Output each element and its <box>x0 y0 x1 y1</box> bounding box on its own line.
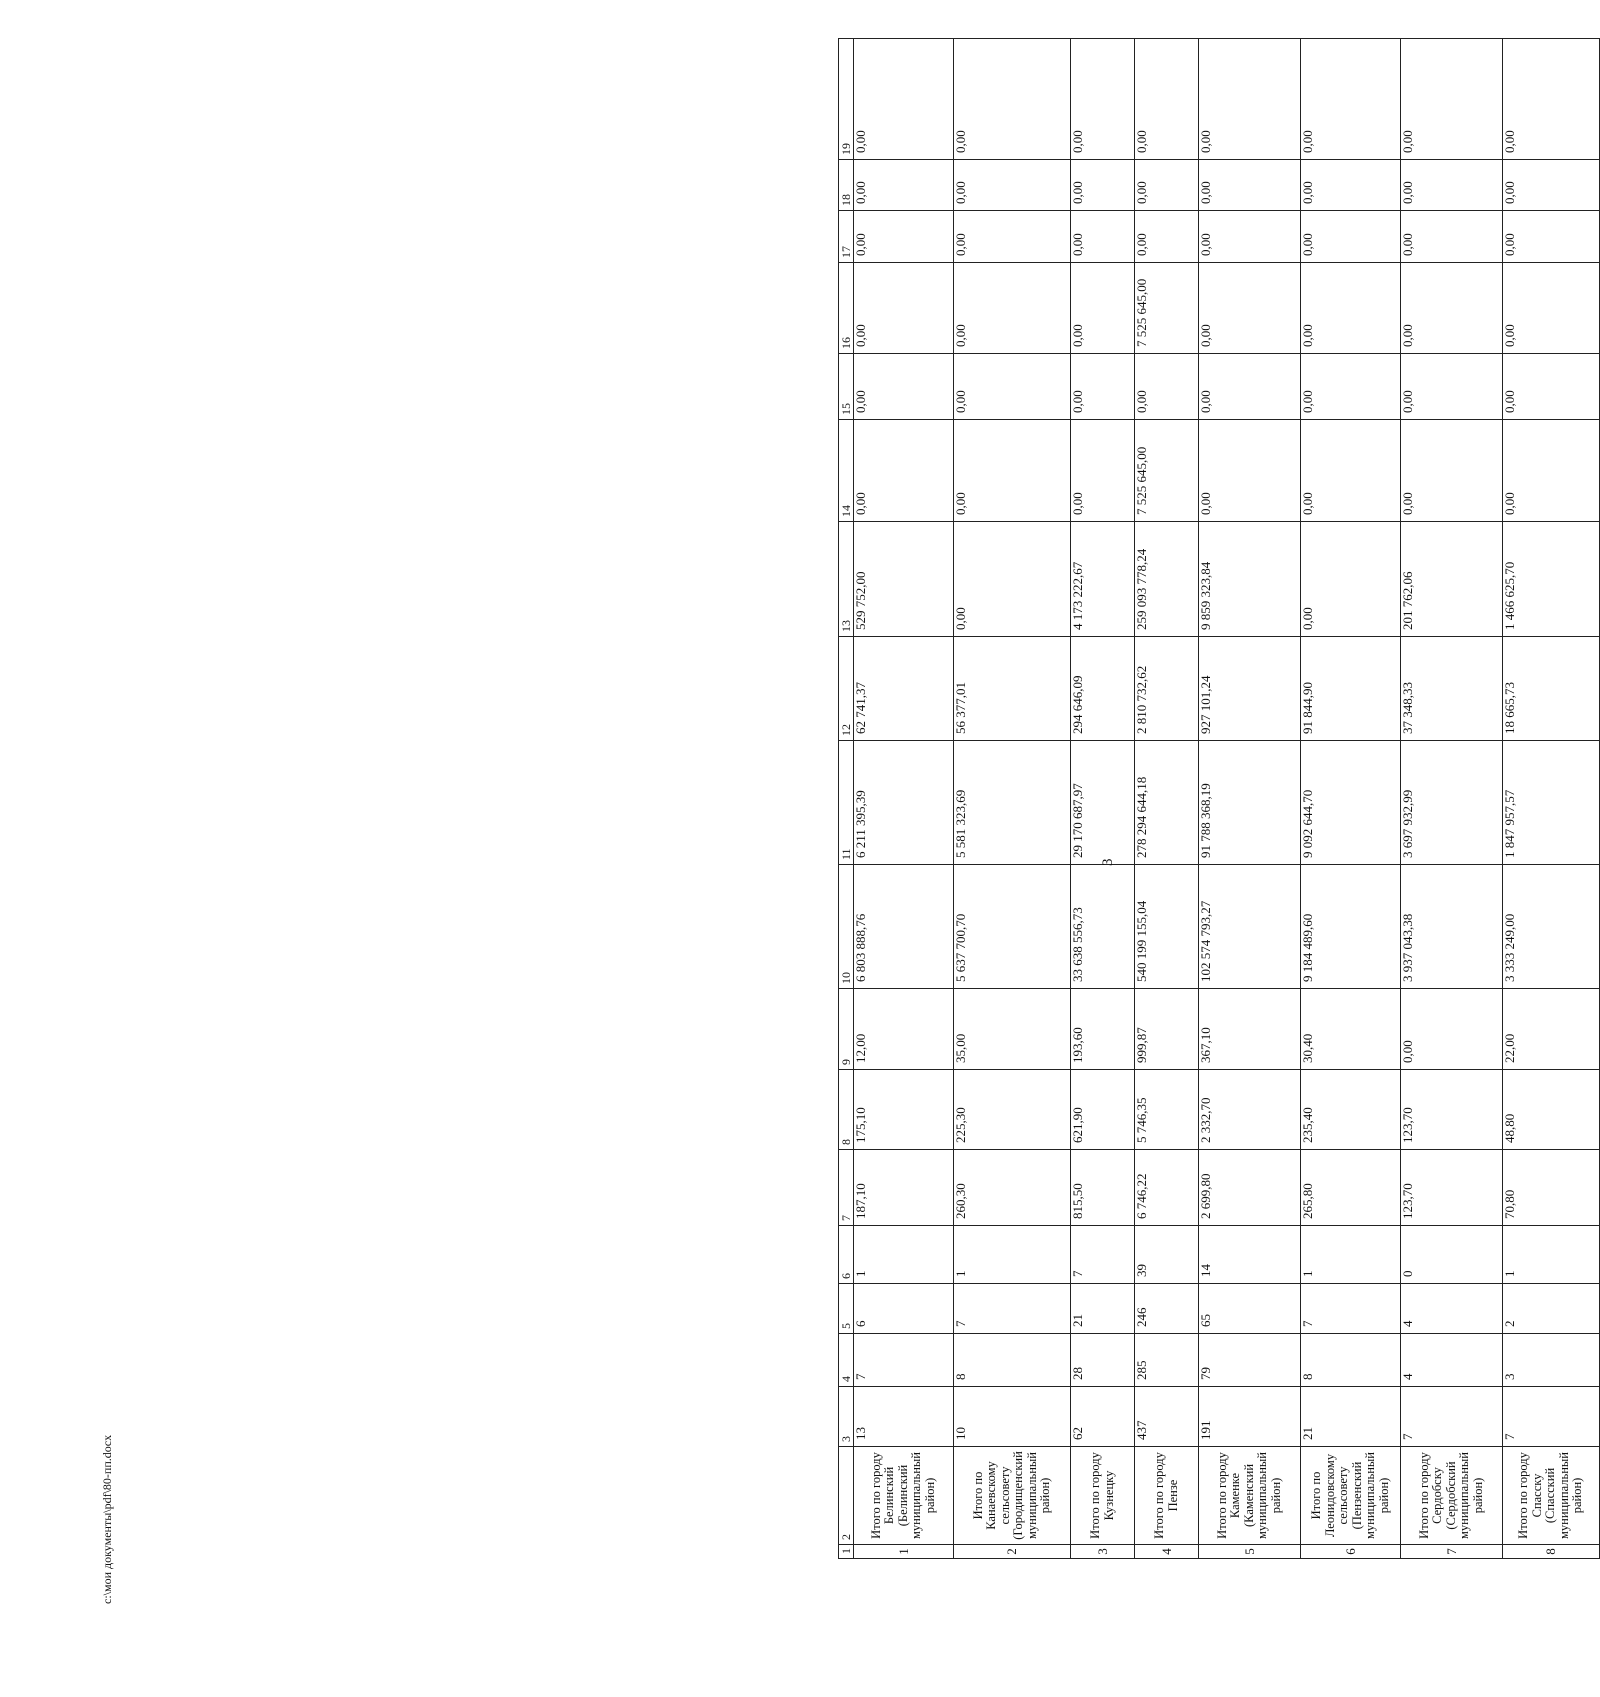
value-cell-col-9: 193,60 <box>1071 989 1135 1070</box>
value-cell-col-19: 0,00 <box>1135 39 1199 160</box>
value-cell-col-10: 33 638 556,73 <box>1071 865 1135 989</box>
column-number-row <box>839 39 854 1559</box>
column-number: 11 <box>839 741 854 865</box>
value-cell-col-13: 259 093 778,24 <box>1135 522 1199 637</box>
value-cell-col-14: 0,00 <box>1503 420 1600 522</box>
value-cell-col-17: 0,00 <box>954 211 1071 263</box>
value-cell-col-6: 14 <box>1199 1226 1301 1284</box>
value-cell-col-19: 0,00 <box>1401 39 1503 160</box>
table-row <box>954 39 1071 1559</box>
value-cell-col-6: 39 <box>1135 1226 1199 1284</box>
value-cell-col-13: 1 466 625,70 <box>1503 522 1600 637</box>
value-cell-col-19: 0,00 <box>1199 39 1301 160</box>
value-cell-col-19: 0,00 <box>1301 39 1401 160</box>
row-name-cell: Итого по городу Кузнецку <box>1071 1447 1135 1545</box>
value-cell-col-8: 123,70 <box>1401 1070 1503 1150</box>
value-cell-col-11: 278 294 644,18 <box>1135 741 1199 865</box>
value-cell-col-19: 0,00 <box>1503 39 1600 160</box>
value-cell-col-13: 0,00 <box>1301 522 1401 637</box>
value-cell-col-7: 265,80 <box>1301 1150 1401 1226</box>
value-cell-col-15: 0,00 <box>1301 354 1401 420</box>
value-cell-col-18: 0,00 <box>1401 160 1503 211</box>
table-container <box>838 39 1585 1559</box>
value-cell-col-3: 7 <box>1401 1387 1503 1447</box>
value-cell-col-10: 102 574 793,27 <box>1199 865 1301 989</box>
value-cell-col-13: 201 762,06 <box>1401 522 1503 637</box>
column-number: 2 <box>839 1447 854 1545</box>
row-number-cell: 4 <box>1135 1545 1199 1559</box>
value-cell-col-18: 0,00 <box>1503 160 1600 211</box>
value-cell-col-3: 13 <box>854 1387 954 1447</box>
value-cell-col-15: 0,00 <box>854 354 954 420</box>
value-cell-col-6: 1 <box>954 1226 1071 1284</box>
value-cell-col-15: 0,00 <box>1401 354 1503 420</box>
row-name-cell: Итого по городу Белинский (Белинский муниципальный район) <box>854 1447 954 1545</box>
value-cell-col-9: 999,87 <box>1135 989 1199 1070</box>
value-cell-col-10: 3 937 043,38 <box>1401 865 1503 989</box>
value-cell-col-12: 18 665,73 <box>1503 637 1600 741</box>
value-cell-col-17: 0,00 <box>1503 211 1600 263</box>
value-cell-col-16: 0,00 <box>854 263 954 354</box>
value-cell-col-16: 0,00 <box>1503 263 1600 354</box>
column-number: 17 <box>839 211 854 263</box>
value-cell-col-4: 7 <box>854 1334 954 1387</box>
value-cell-col-18: 0,00 <box>954 160 1071 211</box>
value-cell-col-17: 0,00 <box>1401 211 1503 263</box>
value-cell-col-7: 123,70 <box>1401 1150 1503 1226</box>
value-cell-col-7: 187,10 <box>854 1150 954 1226</box>
value-cell-col-12: 91 844,90 <box>1301 637 1401 741</box>
column-number: 14 <box>839 420 854 522</box>
value-cell-col-16: 0,00 <box>1401 263 1503 354</box>
value-cell-col-5: 65 <box>1199 1284 1301 1334</box>
value-cell-col-19: 0,00 <box>854 39 954 160</box>
value-cell-col-14: 7 525 645,00 <box>1135 420 1199 522</box>
value-cell-col-18: 0,00 <box>1071 160 1135 211</box>
column-number: 12 <box>839 637 854 741</box>
row-number-cell: 2 <box>954 1545 1071 1559</box>
value-cell-col-3: 437 <box>1135 1387 1199 1447</box>
value-cell-col-12: 2 810 732,62 <box>1135 637 1199 741</box>
row-number-cell: 6 <box>1301 1545 1401 1559</box>
value-cell-col-4: 285 <box>1135 1334 1199 1387</box>
value-cell-col-10: 6 803 888,76 <box>854 865 954 989</box>
value-cell-col-16: 0,00 <box>1301 263 1401 354</box>
row-number-cell: 1 <box>854 1545 954 1559</box>
value-cell-col-16: 0,00 <box>1199 263 1301 354</box>
value-cell-col-10: 3 333 249,00 <box>1503 865 1600 989</box>
value-cell-col-17: 0,00 <box>1135 211 1199 263</box>
value-cell-col-14: 0,00 <box>1401 420 1503 522</box>
value-cell-col-5: 2 <box>1503 1284 1600 1334</box>
value-cell-col-7: 6 746,22 <box>1135 1150 1199 1226</box>
value-cell-col-5: 7 <box>954 1284 1071 1334</box>
value-cell-col-8: 2 332,70 <box>1199 1070 1301 1150</box>
row-number-cell: 7 <box>1401 1545 1503 1559</box>
value-cell-col-18: 0,00 <box>1135 160 1199 211</box>
column-number: 19 <box>839 39 854 160</box>
value-cell-col-6: 1 <box>854 1226 954 1284</box>
value-cell-col-8: 5 746,35 <box>1135 1070 1199 1150</box>
table-row <box>1301 39 1401 1559</box>
table-row <box>854 39 954 1559</box>
table-row <box>1135 39 1199 1559</box>
value-cell-col-11: 3 697 932,99 <box>1401 741 1503 865</box>
value-cell-col-9: 22,00 <box>1503 989 1600 1070</box>
column-number: 4 <box>839 1334 854 1387</box>
value-cell-col-11: 9 092 644,70 <box>1301 741 1401 865</box>
value-cell-col-14: 0,00 <box>1199 420 1301 522</box>
row-name-cell: Итого по городу Каменке (Каменский муниципальный район) <box>1199 1447 1301 1545</box>
value-cell-col-5: 6 <box>854 1284 954 1334</box>
value-cell-col-18: 0,00 <box>854 160 954 211</box>
value-cell-col-12: 37 348,33 <box>1401 637 1503 741</box>
row-number-cell: 3 <box>1071 1545 1135 1559</box>
column-number: 8 <box>839 1070 854 1150</box>
value-cell-col-9: 367,10 <box>1199 989 1301 1070</box>
value-cell-col-5: 7 <box>1301 1284 1401 1334</box>
value-cell-col-11: 1 847 957,57 <box>1503 741 1600 865</box>
column-number: 3 <box>839 1387 854 1447</box>
value-cell-col-14: 0,00 <box>1071 420 1135 522</box>
page-number: 3 <box>1100 858 1116 866</box>
value-cell-col-8: 621,90 <box>1071 1070 1135 1150</box>
value-cell-col-16: 7 525 645,00 <box>1135 263 1199 354</box>
value-cell-col-7: 260,30 <box>954 1150 1071 1226</box>
value-cell-col-4: 4 <box>1401 1334 1503 1387</box>
value-cell-col-14: 0,00 <box>954 420 1071 522</box>
table-row <box>1199 39 1301 1559</box>
column-number: 1 <box>839 1545 854 1559</box>
value-cell-col-8: 175,10 <box>854 1070 954 1150</box>
value-cell-col-11: 91 788 368,19 <box>1199 741 1301 865</box>
value-cell-col-17: 0,00 <box>1199 211 1301 263</box>
column-number: 16 <box>839 263 854 354</box>
value-cell-col-13: 529 752,00 <box>854 522 954 637</box>
column-number: 10 <box>839 865 854 989</box>
table-row <box>1071 39 1135 1559</box>
value-cell-col-3: 7 <box>1503 1387 1600 1447</box>
row-name-cell: Итого по городу Пензе <box>1135 1447 1199 1545</box>
value-cell-col-5: 246 <box>1135 1284 1199 1334</box>
column-number: 7 <box>839 1150 854 1226</box>
row-number-cell: 8 <box>1503 1545 1600 1559</box>
value-cell-col-3: 191 <box>1199 1387 1301 1447</box>
value-cell-col-3: 62 <box>1071 1387 1135 1447</box>
value-cell-col-8: 235,40 <box>1301 1070 1401 1150</box>
column-number: 18 <box>839 160 854 211</box>
value-cell-col-3: 21 <box>1301 1387 1401 1447</box>
value-cell-col-15: 0,00 <box>1135 354 1199 420</box>
value-cell-col-12: 56 377,01 <box>954 637 1071 741</box>
value-cell-col-4: 8 <box>954 1334 1071 1387</box>
value-cell-col-19: 0,00 <box>1071 39 1135 160</box>
value-cell-col-10: 9 184 489,60 <box>1301 865 1401 989</box>
value-cell-col-14: 0,00 <box>854 420 954 522</box>
value-cell-col-15: 0,00 <box>1071 354 1135 420</box>
value-cell-col-9: 30,40 <box>1301 989 1401 1070</box>
value-cell-col-12: 294 646,09 <box>1071 637 1135 741</box>
value-cell-col-12: 927 101,24 <box>1199 637 1301 741</box>
table-row <box>1401 39 1503 1559</box>
value-cell-col-15: 0,00 <box>1199 354 1301 420</box>
value-cell-col-6: 1 <box>1301 1226 1401 1284</box>
value-cell-col-18: 0,00 <box>1199 160 1301 211</box>
value-cell-col-6: 0 <box>1401 1226 1503 1284</box>
value-cell-col-9: 12,00 <box>854 989 954 1070</box>
value-cell-col-19: 0,00 <box>954 39 1071 160</box>
column-number: 6 <box>839 1226 854 1284</box>
value-cell-col-6: 1 <box>1503 1226 1600 1284</box>
value-cell-col-13: 4 173 222,67 <box>1071 522 1135 637</box>
value-cell-col-13: 9 859 323,84 <box>1199 522 1301 637</box>
value-cell-col-5: 21 <box>1071 1284 1135 1334</box>
value-cell-col-9: 0,00 <box>1401 989 1503 1070</box>
row-name-cell: Итого по городу Сердобску (Сердобский муниципальный район) <box>1401 1447 1503 1545</box>
file-path: c:\мои документы\pdf\80-пп.docx <box>100 1434 114 1604</box>
value-cell-col-17: 0,00 <box>1301 211 1401 263</box>
value-cell-col-10: 5 637 700,70 <box>954 865 1071 989</box>
column-number: 9 <box>839 989 854 1070</box>
value-cell-col-16: 0,00 <box>954 263 1071 354</box>
column-number: 5 <box>839 1284 854 1334</box>
value-cell-col-15: 0,00 <box>954 354 1071 420</box>
value-cell-col-8: 48,80 <box>1503 1070 1600 1150</box>
value-cell-col-4: 8 <box>1301 1334 1401 1387</box>
value-cell-col-16: 0,00 <box>1071 263 1135 354</box>
value-cell-col-4: 28 <box>1071 1334 1135 1387</box>
row-name-cell: Итого по Канаевскому сельсовету (Городищенский муниципальный район) <box>954 1447 1071 1545</box>
value-cell-col-7: 815,50 <box>1071 1150 1135 1226</box>
value-cell-col-13: 0,00 <box>954 522 1071 637</box>
value-cell-col-4: 79 <box>1199 1334 1301 1387</box>
value-cell-col-8: 225,30 <box>954 1070 1071 1150</box>
value-cell-col-15: 0,00 <box>1503 354 1600 420</box>
column-number: 15 <box>839 354 854 420</box>
value-cell-col-7: 2 699,80 <box>1199 1150 1301 1226</box>
value-cell-col-12: 62 741,37 <box>854 637 954 741</box>
value-cell-col-18: 0,00 <box>1301 160 1401 211</box>
value-cell-col-10: 540 199 155,04 <box>1135 865 1199 989</box>
value-cell-col-4: 3 <box>1503 1334 1600 1387</box>
value-cell-col-6: 7 <box>1071 1226 1135 1284</box>
value-cell-col-11: 5 581 323,69 <box>954 741 1071 865</box>
value-cell-col-3: 10 <box>954 1387 1071 1447</box>
table-row <box>1503 39 1600 1559</box>
data-table <box>838 38 1600 1559</box>
value-cell-col-17: 0,00 <box>1071 211 1135 263</box>
value-cell-col-7: 70,80 <box>1503 1150 1600 1226</box>
value-cell-col-9: 35,00 <box>954 989 1071 1070</box>
value-cell-col-5: 4 <box>1401 1284 1503 1334</box>
row-number-cell: 5 <box>1199 1545 1301 1559</box>
value-cell-col-11: 29 170 687,97 <box>1071 741 1135 865</box>
row-name-cell: Итого по городу Спасску (Спасский муниципальный район) <box>1503 1447 1600 1545</box>
column-number: 13 <box>839 522 854 637</box>
row-name-cell: Итого по Леонидовскому сельсовету (Пензенский муниципальный район) <box>1301 1447 1401 1545</box>
value-cell-col-17: 0,00 <box>854 211 954 263</box>
value-cell-col-11: 6 211 395,39 <box>854 741 954 865</box>
value-cell-col-14: 0,00 <box>1301 420 1401 522</box>
